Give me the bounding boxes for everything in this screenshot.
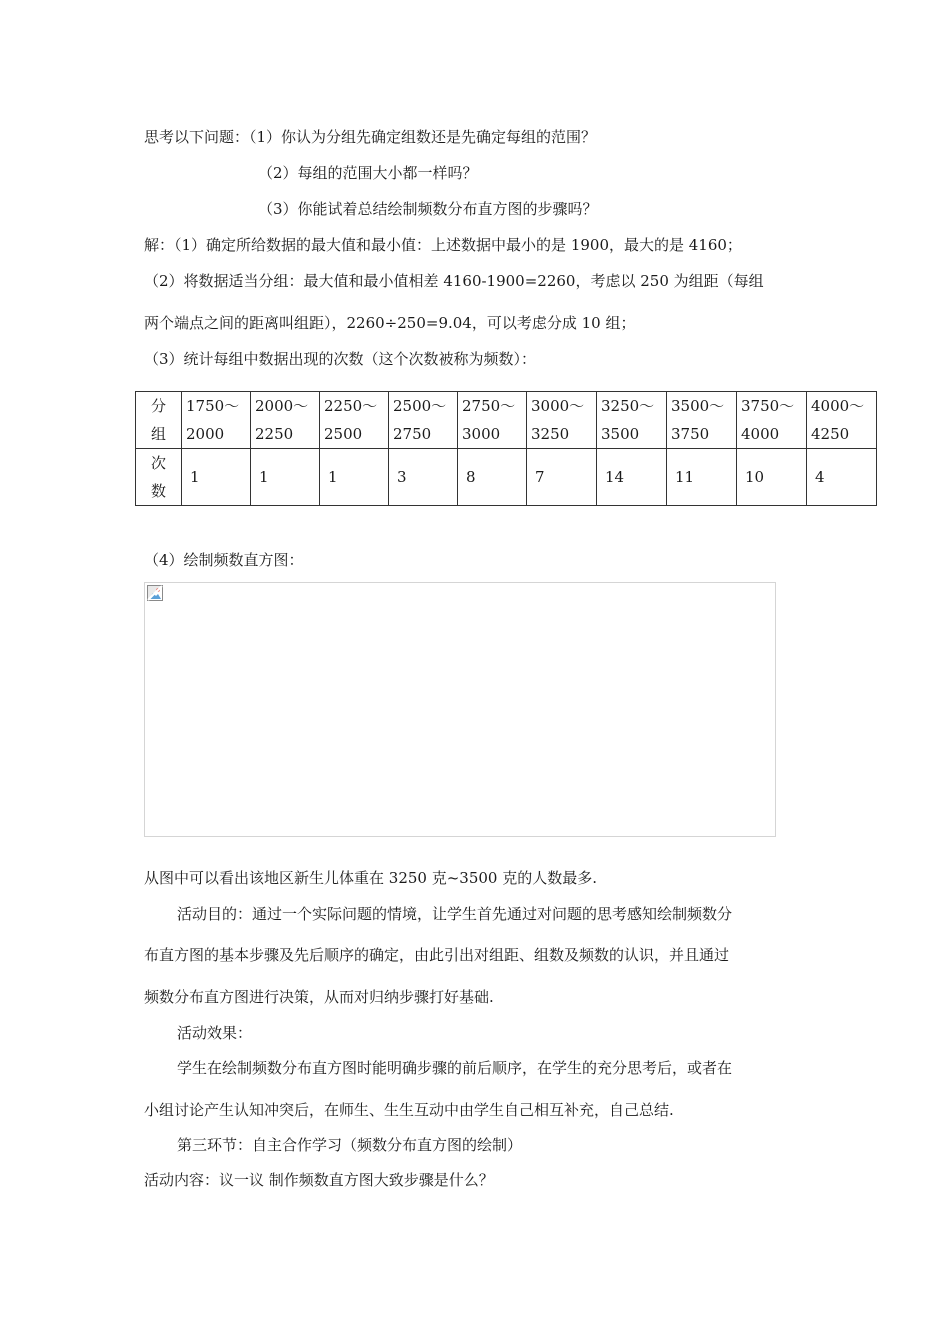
count-cell: 1 (182, 449, 251, 506)
activity-effect-line-1: 学生在绘制频数分布直方图时能明确步骤的前后顺序，在学生的充分思考后，或者在 (177, 1059, 733, 1077)
question-2: （2）每组的范围大小都一样吗？ (258, 164, 478, 182)
histogram-image-placeholder (144, 582, 776, 837)
group-header-char-2: 组 (150, 425, 166, 443)
broken-image-icon (147, 585, 163, 601)
activity-effect-title: 活动效果： (177, 1024, 253, 1042)
group-cell: 2000～2250 (251, 392, 320, 449)
group-row (136, 392, 877, 449)
count-cell: 3 (389, 449, 458, 506)
count-cell: 4 (807, 449, 877, 506)
group-header-char-1: 分 (150, 397, 166, 415)
histogram-caption: （4）绘制频数直方图： (144, 551, 304, 569)
solution-step-3: （3）统计每组中数据出现的次数（这个次数被称为频数）： (144, 350, 537, 368)
group-header-cell (136, 392, 182, 449)
count-header-char-2: 数 (150, 482, 166, 500)
frequency-table (135, 391, 877, 506)
group-cell: 3000～3250 (527, 392, 597, 449)
count-cell: 11 (667, 449, 737, 506)
count-header-char-1: 次 (150, 454, 166, 472)
group-cell: 4000～4250 (807, 392, 877, 449)
activity-effect-line-2: 小组讨论产生认知冲突后，在师生、生生互动中由学生自己相互补充，自己总结. (144, 1101, 674, 1119)
solution-step-2-line-2: 两个端点之间的距离叫组距），2260÷250=9.04，可以考虑分成 10 组； (144, 314, 636, 332)
count-cell: 14 (597, 449, 667, 506)
count-cell: 1 (320, 449, 389, 506)
solution-step-2-line-1: （2）将数据适当分组：最大值和最小值相差 4160-1900=2260，考虑以 250 为组距（每组 (144, 272, 764, 290)
group-cell: 1750～2000 (182, 392, 251, 449)
count-cell: 8 (458, 449, 527, 506)
group-cell: 3250～3500 (597, 392, 667, 449)
count-cell: 7 (527, 449, 597, 506)
section-3-content: 活动内容：议一议 制作频数直方图大致步骤是什么？ (144, 1171, 494, 1189)
activity-purpose-line-3: 频数分布直方图进行决策，从而对归纳步骤打好基础. (144, 988, 494, 1006)
question-3: （3）你能试着总结绘制频数分布直方图的步骤吗？ (258, 200, 598, 218)
group-cell: 3500～3750 (667, 392, 737, 449)
activity-purpose-line-2: 布直方图的基本步骤及先后顺序的确定，由此引出对组距、组数及频数的认识，并且通过 (144, 946, 730, 964)
group-cell: 2250～2500 (320, 392, 389, 449)
solution-step-1: 解：（1）确定所给数据的最大值和最小值：上述数据中最小的是 1900，最大的是 4160； (144, 236, 742, 254)
section-3-title: 第三环节：自主合作学习（频数分布直方图的绘制） (177, 1136, 523, 1154)
count-header-cell (136, 449, 182, 506)
count-row (136, 449, 877, 506)
question-intro: 思考以下问题：（1）你认为分组先确定组数还是先确定每组的范围？ (144, 128, 597, 146)
group-cell: 3750～4000 (737, 392, 807, 449)
conclusion-text: 从图中可以看出该地区新生儿体重在 3250 克~3500 克的人数最多. (144, 869, 597, 887)
count-cell: 1 (251, 449, 320, 506)
count-cell: 10 (737, 449, 807, 506)
group-cell: 2500～2750 (389, 392, 458, 449)
activity-purpose-line-1: 活动目的：通过一个实际问题的情境，让学生首先通过对问题的思考感知绘制频数分 (177, 905, 733, 923)
group-cell: 2750～3000 (458, 392, 527, 449)
